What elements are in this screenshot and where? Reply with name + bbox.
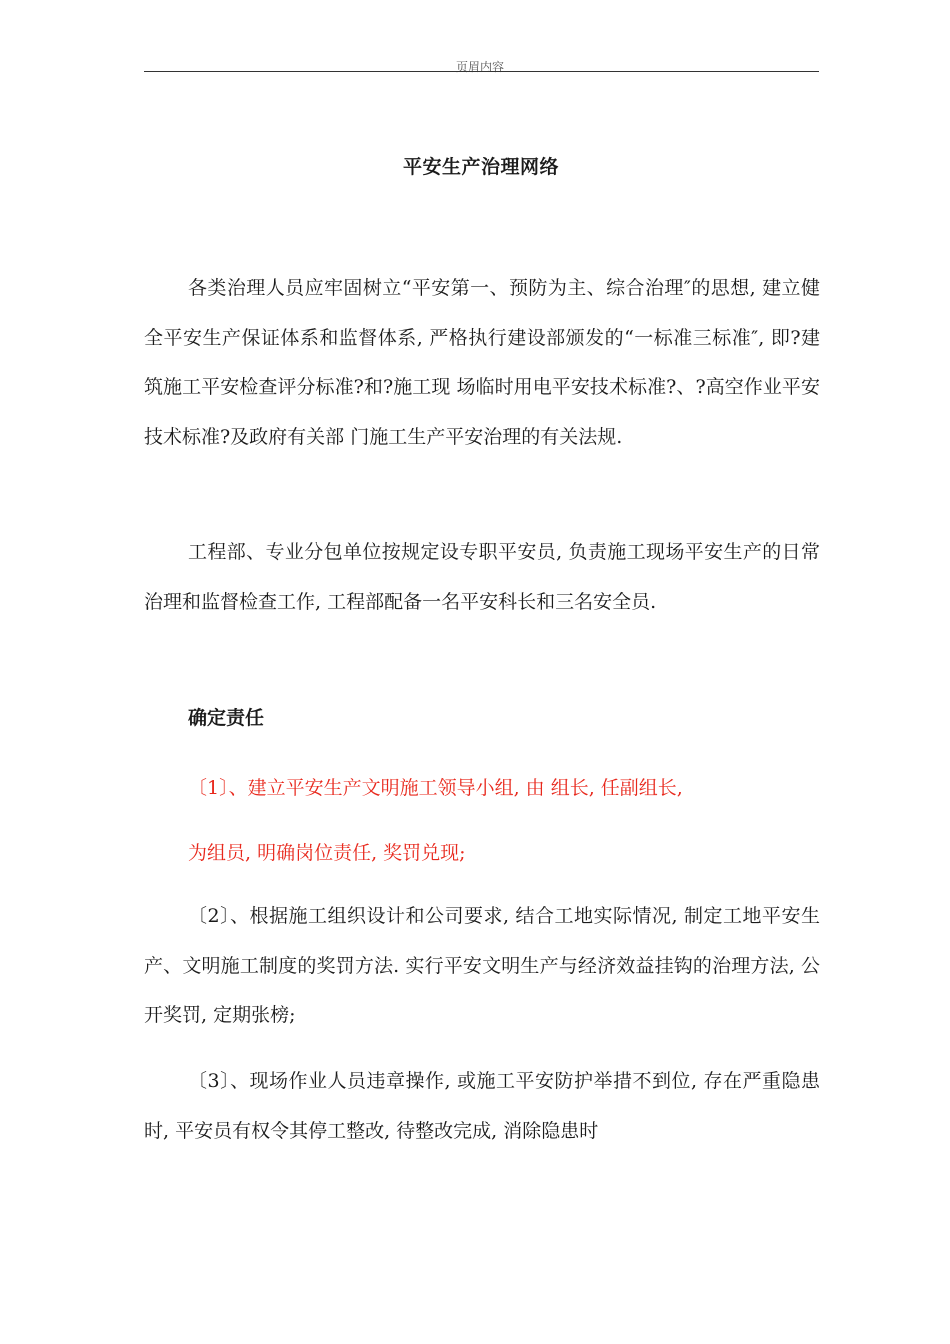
item-1-line-2: 为组员, 明确岗位责任, 奖罚兑现; [188, 842, 466, 864]
document-title: 平安生产治理网络 [402, 156, 559, 178]
paragraph-safety-staff: 工程部、专业分包单位按规定设专职平安员, 负责施工现场平安生产的日常治理和监督检查工作, 工程部配备一名平安科长和三名安全员. [144, 541, 820, 613]
item-1-line-1: 〔1〕、建立平安生产文明施工领导小组, 由 组长, 任副组长, [188, 777, 683, 799]
section-heading: 确定责任 [188, 707, 265, 729]
paragraph-intro: 各类治理人员应牢固树立“平安第一、预防为主、综合治理″的思想, 建立健全平安生产保证体系和监督体系, 严格执行建设部颁发的“一标准三标准″, 即?建筑施工平安检查评分标准?和?施工现 场临时用电平安技术标准?、?高空作业平安技术标准?及政府有关部 门施工生产平安治理的有关法规. [144, 277, 820, 448]
header-divider [144, 71, 819, 72]
item-3-paragraph: 〔3〕、现场作业人员违章操作, 或施工平安防护举措不到位, 存在严重隐患时, 平安员有权令其停工整改, 待整改完成, 消除隐患时 [144, 1070, 820, 1142]
page-header: 页眉内容 [455, 60, 504, 74]
item-2-paragraph: 〔2〕、根据施工组织设计和公司要求, 结合工地实际情况, 制定工地平安生产、文明施工制度的奖罚方法. 实行平安文明生产与经济效益挂钩的治理方法, 公开奖罚, 定期张榜; [144, 905, 820, 1026]
